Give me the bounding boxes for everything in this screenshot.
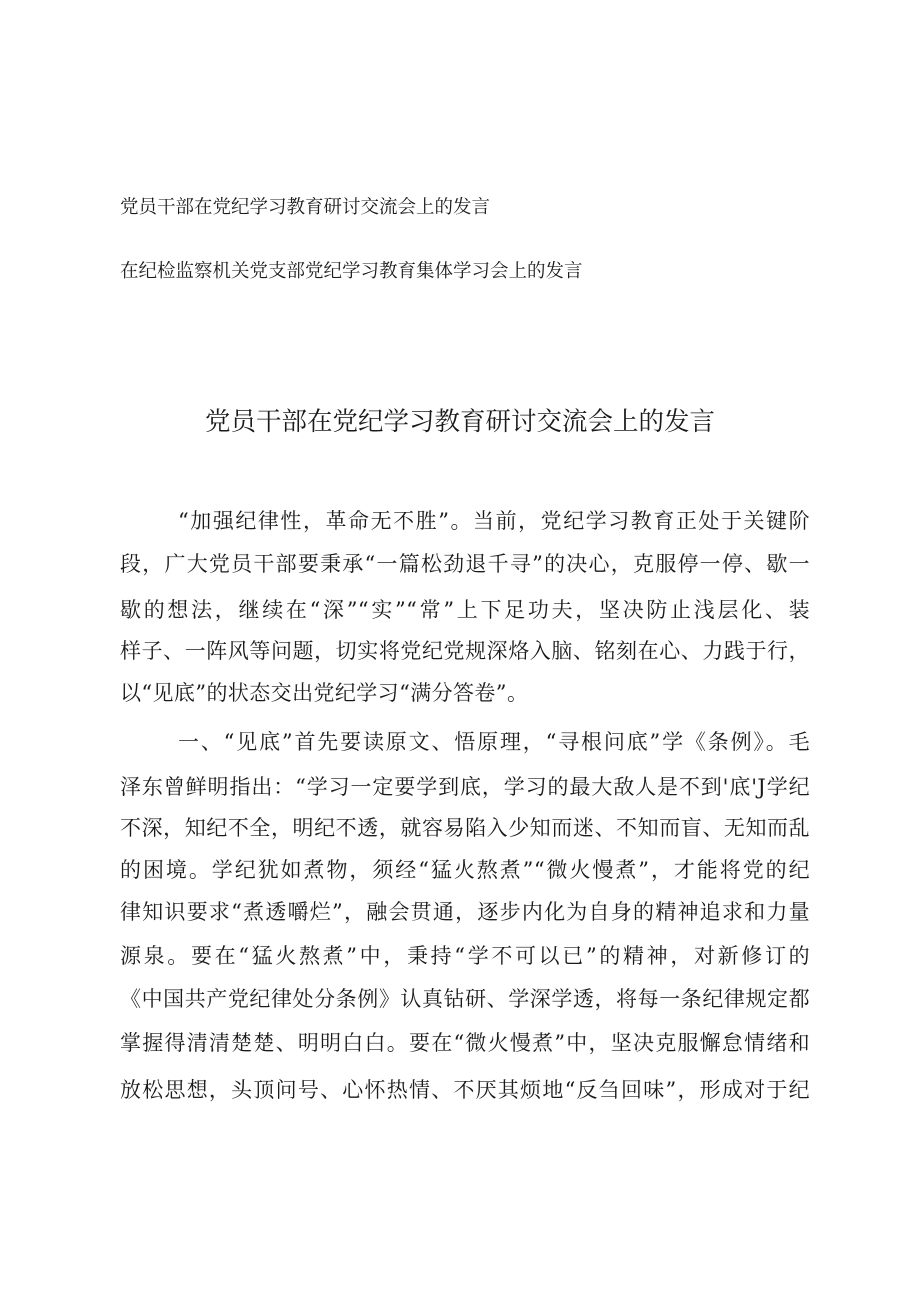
paragraph-line: 《中国共产党纪律处分条例》认真钻研、学深学透，将每一条纪律规定都 <box>120 987 810 1011</box>
toc-item[interactable]: 党员干部在党纪学习教育研讨交流会上的发言 <box>120 197 491 218</box>
paragraph-line: 的困境。学纪犹如煮物，须经“猛火熬煮”“微火慢煮”，才能将党的纪 <box>120 858 810 882</box>
document-title: 党员干部在党纪学习教育研讨交流会上的发言 <box>204 407 715 437</box>
paragraph-line: 一、“见底”首先要读原文、悟原理，“寻根问底”学《条例》。毛 <box>178 730 810 754</box>
paragraph-line: 放松思想，头顶问号、心怀热情、不厌其烦地“反刍回味”，形成对于纪 <box>120 1078 810 1102</box>
paragraph-line: 样子、一阵风等问题，切实将党纪党规深烙入脑、铭刻在心、力践于行， <box>120 639 810 663</box>
paragraph-line: 掌握得清清楚楚、明明白白。要在“微火慢煮”中，坚决克服懈怠情绪和 <box>120 1031 810 1055</box>
paragraph-line: “加强纪律性，革命无不胜”。当前，党纪学习教育正处于关键阶 <box>178 509 810 533</box>
paragraph-line: 律知识要求“煮透嚼烂”，融会贯通，逐步内化为自身的精神追求和力量 <box>120 900 810 924</box>
paragraph-line: 不深，知纪不全，明纪不透，就容易陷入少知而迷、不知而盲、无知而乱 <box>120 816 810 840</box>
paragraph-line: 源泉。要在“猛火熬煮”中，秉持“学不可以已”的精神，对新修订的 <box>120 944 810 968</box>
paragraph-line: 泽东曾鲜明指出：“学习一定要学到底，学习的最大敌人是不到'底'J学纪 <box>120 775 810 799</box>
paragraph-line: 以“见底”的状态交出党纪学习“满分答卷”。 <box>120 681 529 705</box>
paragraph-line: 歇的想法，继续在“深”“实”“常”上下足功夫，坚决防止浅层化、装 <box>120 598 810 622</box>
toc-item[interactable]: 在纪检监察机关党支部党纪学习教育集体学习会上的发言 <box>120 261 583 282</box>
paragraph-line: 段，广大党员干部要秉承“一篇松劲退千寻”的决心，克服停一停、歇一 <box>120 552 810 576</box>
